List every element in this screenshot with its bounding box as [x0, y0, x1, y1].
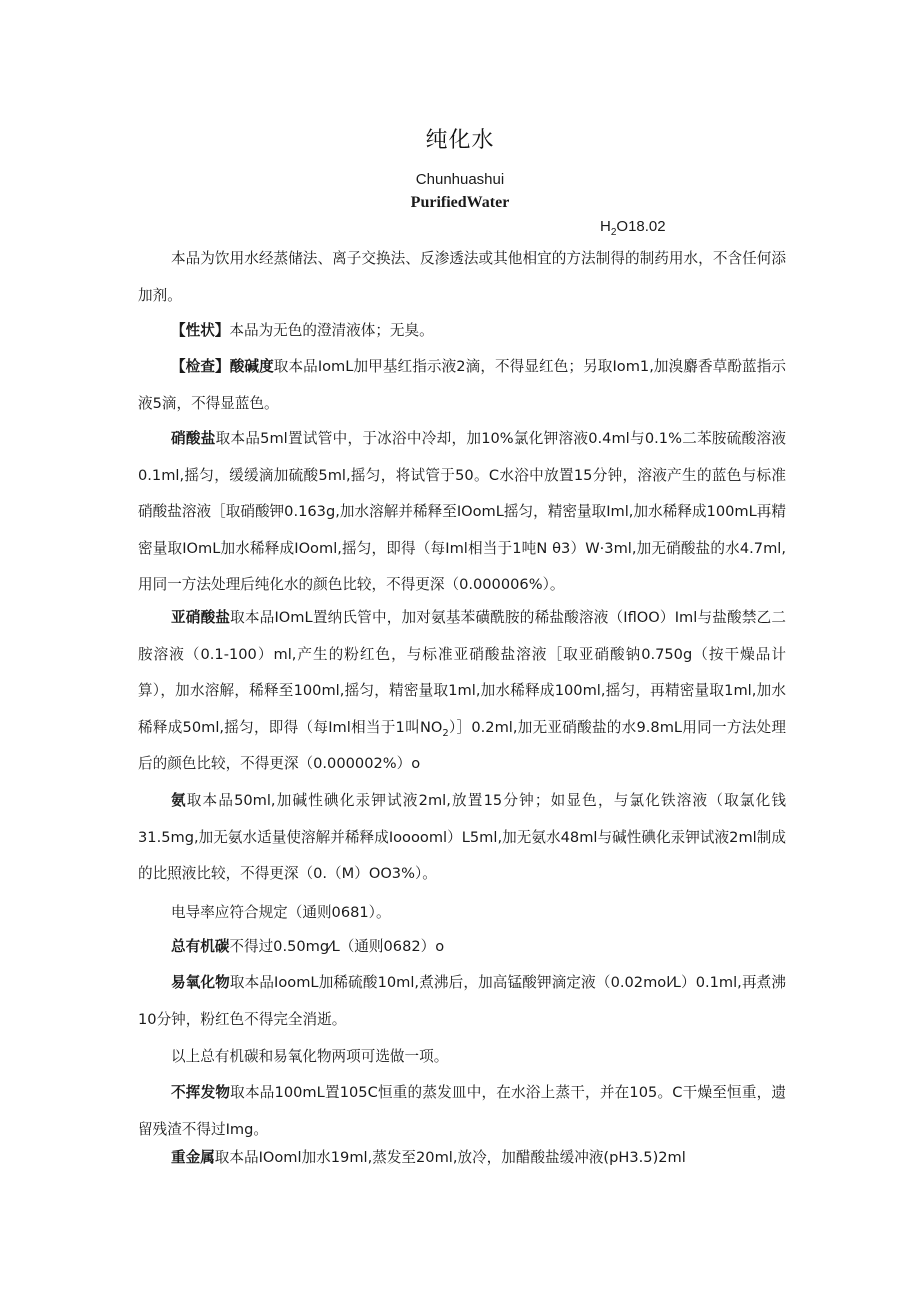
oxidizable-paragraph [138, 965, 786, 1038]
conductivity-text: 电导率应符合规定（通则0681）。 [171, 904, 391, 921]
ammonia-paragraph [138, 783, 786, 893]
inspection-label: 【检查】 [171, 358, 230, 375]
nonvolatile-term: 不挥发物 [171, 1084, 231, 1101]
nitrite-term: 亚硝酸盐 [171, 609, 231, 626]
toc-text: 不得过0.50mg⁄L（通则0682）o [229, 938, 445, 955]
ammonia-text: 取本品50ml,加碱性碘化汞钾试液2ml,放置15分钟；如显色，与氯化铁溶液（取氯化钱31.5mg,加无氨水适量使溶解并稀释成Iooooml）L5ml,加无氨水48ml与碱性碘化汞钾试液2ml制成的比照液比较，不得更深（0.（M）OO3%）。 [138, 792, 786, 882]
property-label: 【性状】 [171, 322, 230, 339]
formula-subscript: 2 [610, 227, 617, 238]
property-text: 本品为无色的澄清液体；无臭。 [229, 322, 434, 339]
heavy-metal-paragraph [138, 1146, 786, 1170]
oxidizable-text: 取本品IoomL加稀硫酸10ml,煮沸后，加高锰酸钾滴定液（0.02mol⁄L）0.1ml,再煮沸10分钟，粉红色不得完全消逝。 [138, 974, 786, 1028]
toc-paragraph [138, 935, 786, 959]
acidity-text: 取本品IomL加甲基红指示液2滴，不得显红色；另取Iom1,加溴麝香草酚蓝指示液5滴，不得显蓝色。 [138, 358, 786, 412]
acidity-term: 酸碱度 [229, 358, 274, 375]
intro-paragraph [138, 241, 786, 314]
ammonia-term: 氨 [171, 792, 187, 809]
nitrate-text: 取本品5ml置试管中，于冰浴中冷却，加10%氯化钾溶液0.4ml与0.1%二苯胺硫酸溶液0.1ml,摇匀，缓缓滴加硫酸5ml,摇匀，将试管于50。C水浴中放置15分钟，溶液产生的蓝色与标准硝酸盐溶液［取硝酸钾0.163g,加水溶解并稀释至IOomL摇匀，精密量取Iml,加水稀释成100mL再精密量取IOmL加水稀释成IOoml,摇匀，即得（每Iml相当于1吨N θ3）W·3ml,加无硝酸盐的水4.7ml,用同一方法处理后纯化水的颜色比较，不得更深（0.000006%）。 [138, 430, 786, 593]
nitrate-term: 硝酸盐 [171, 430, 216, 447]
formula-element-h: H [600, 218, 611, 235]
heavy-metal-term: 重金属 [171, 1149, 215, 1166]
acidity-paragraph [138, 349, 786, 422]
english-name: PurifiedWater [410, 194, 510, 211]
conductivity-paragraph [138, 901, 786, 925]
nitrite-paragraph [138, 600, 786, 783]
pinyin-name: Chunhuashui [415, 171, 505, 188]
nitrite-subscript: 2 [442, 727, 449, 739]
choice-text: 以上总有机碳和易氧化物两项可选做一项。 [171, 1048, 449, 1065]
toc-term: 总有机碳 [171, 938, 230, 955]
molecular-formula [600, 218, 666, 238]
heavy-metal-text: 取本品IOoml加水19ml,蒸发至20ml,放冷，加醋酸盐缓冲液(pH3.5)2ml [214, 1149, 686, 1166]
nitrate-paragraph [138, 421, 786, 604]
intro-text: 本品为饮用水经蒸储法、离子交换法、反渗透法或其他相宜的方法制得的制药用水，不含任何添加剂。 [138, 250, 786, 304]
property-paragraph [138, 313, 786, 350]
nonvolatile-paragraph [138, 1075, 786, 1148]
oxidizable-term: 易氧化物 [171, 974, 230, 991]
nonvolatile-text: 取本品100mL置105C恒重的蒸发皿中，在水浴上蒸干，并在105。C干燥至恒重，遗留残渣不得过Img。 [138, 1084, 786, 1138]
page-title: 纯化水 [425, 128, 495, 153]
choice-paragraph [138, 1045, 786, 1069]
nitrite-text-a: 取本品IOmL置纳氏管中，加对氨基苯磺酰胺的稀盐酸溶液（IflOO）Iml与盐酸禁乙二胺溶液（0.1-100）ml,产生的粉红色，与标准亚硝酸盐溶液［取亚硝酸钠0.750g（按干燥品计算），加水溶解，稀释至100ml,摇匀，精密量取1ml,加水稀释成100ml,摇匀，再精密量取1ml,加水稀释成50ml,摇匀，即得（每Iml相当于1叫NO [138, 609, 786, 736]
formula-rest: O18.02 [616, 218, 666, 235]
nitrite-text-b: ）］0.2ml,加无亚硝酸盐的水9.8mL用同一方法处理后的颜色比较，不得更深（0.000002%）o [138, 718, 786, 772]
